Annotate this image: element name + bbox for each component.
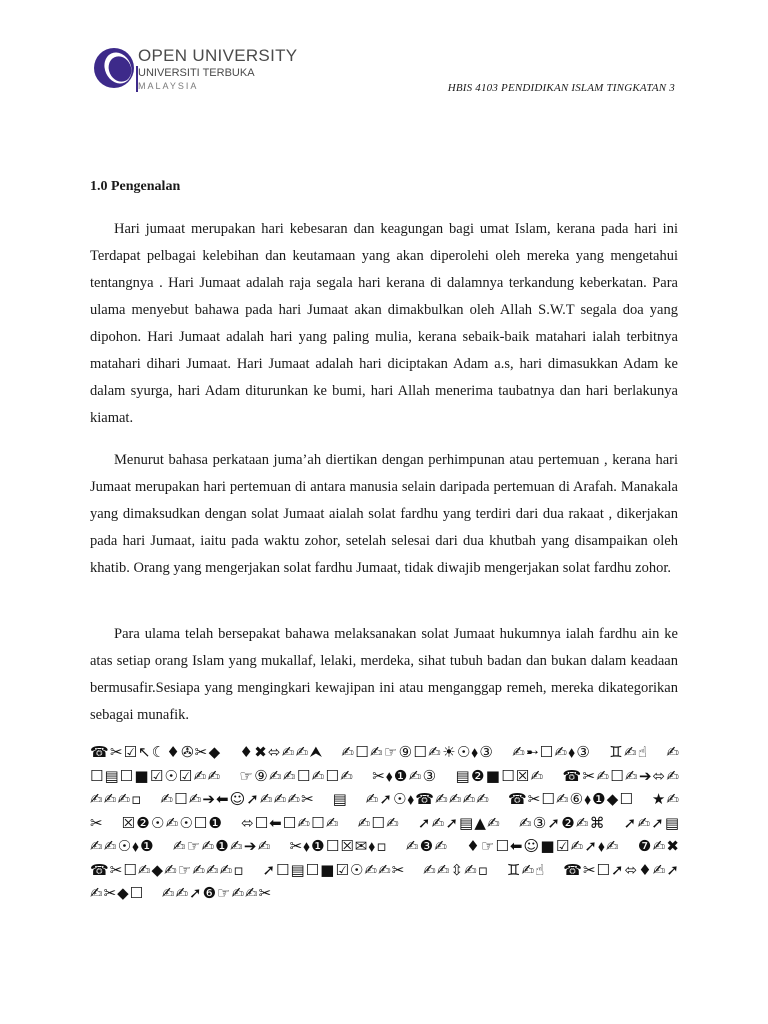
logo-main-text: OPEN UNIVERSITY bbox=[138, 46, 298, 65]
paragraph-2: Menurut bahasa perkataan juma’ah diertikan dengan perhimpunan atau pertemuan , kerana hari Jumaat merupakan hari pertemuan di antara manusia selain daripada pertemuan di Arafah. Manakala yang dimaksudkan dengan solat Jumaat aialah solat fardhu yang terdiri dari dua rakaat , dikerjakan pada hari Jumaat, iaitu pada waktu zohor, setelah selesai dari dua khutbah yang disampaikan oleh khatib. Orang yang mengerjakan solat fardhu Jumaat, tidak diwajib mengerjakan solat fardhu zohor. bbox=[90, 452, 678, 576]
paragraph-1: Hari jumaat merupakan hari kebesaran dan keagungan bagi umat Islam, kerana pada hari ini Terdapat pelbagai kelebihan dan keutamaan yang akan diperolehi oleh mereka yang mengetahui tentangnya . Hari Jumaat adalah raja segala hari kerana di dalamnya terkandung keberkatan. Para ulama menyebut bahawa pada hari Jumaat akan dimakbulkan oleh Allah S.W.T segala doa yang dipohon. Hari Jumaat adalah hari yang paling mulia, kerana sebaik-baik matahari ialah terbitnya matahari dihari Jumaat. Hari Jumaat adalah hari diciptakan Adam a.s, hari dimasukkan Adam ke dalam syurga, hari Adam diturunkan ke bumi, hari Allah menerima taubatnya dan hari berlakunya kiamat. bbox=[90, 221, 678, 426]
course-header: HBIS 4103 PENDIDIKAN ISLAM TINGKATAN 3 bbox=[447, 82, 675, 94]
section-title: 1.0 Pengenalan bbox=[90, 179, 181, 194]
university-logo bbox=[94, 44, 298, 96]
logo-emblem-icon bbox=[94, 48, 134, 88]
paragraph-3: Para ulama telah bersepakat bahawa melaksanakan solat Jumaat hukumnya ialah fardhu ain ke atas setiap orang Islam yang mukallaf, lelaki, merdeka, sihat tubuh badan dan bukan dalam keadaan bermusafir.Sesiapa yang mengingkari kewajipan ini atau menganggap remeh, mereka dikategorikan sebagai munafik. bbox=[90, 626, 678, 723]
logo-country-text: MALAYSIA bbox=[138, 81, 199, 91]
logo-sub-text: UNIVERSITI TERBUKA bbox=[138, 67, 255, 79]
symbol-font-block: ☎✂☑↖☾♦✇✂◆ ♦✖⬄✍✍⮝ ✍☐✍☞⑨☐✍☀☉⬧③ ✍➸☐✍⬧③ ♊✍☝ ✍☐▤☐■☑☉☑✍✍ ☞⑨✍✍☐✍☐✍ ✂⬧❶✍③ ▤❷■☐☒✍ ☎✂✍☐✍➔⬄✍✍✍✍▫ ✍☐✍➔⬅☺➚✍✍✍✂ ▤ ✍➚☉⬧☎✍✍✍✍ ☎✂☐✍⑥⬧❶◆☐ ★✍✂ ☒❷☉✍☉☐❶ ⬄☐⬅☐✍☐✍ ✍☐✍ ➚✍➚▤▲✍ ✍③➚❷✍⌘ ➚✍➚▤✍✍☉⬧❶ ✍☞✍❶✍➔✍ ✂⬧❶☐☒✉⬧▫ ✍❸✍ ♦☞☐⬅☺■☑✍➚⬧✍ ❼✍✖ ☎✂☐✍◆✍☞✍✍✍▫ ➚☐▤☐■☑☉✍✍✂ ✍✍⇳✍▫ ♊✍☝ ☎✂☐➚⬄♦✍➚✍✂◆☐ ✍✍➚❻☞✍✍✂ bbox=[90, 743, 680, 902]
